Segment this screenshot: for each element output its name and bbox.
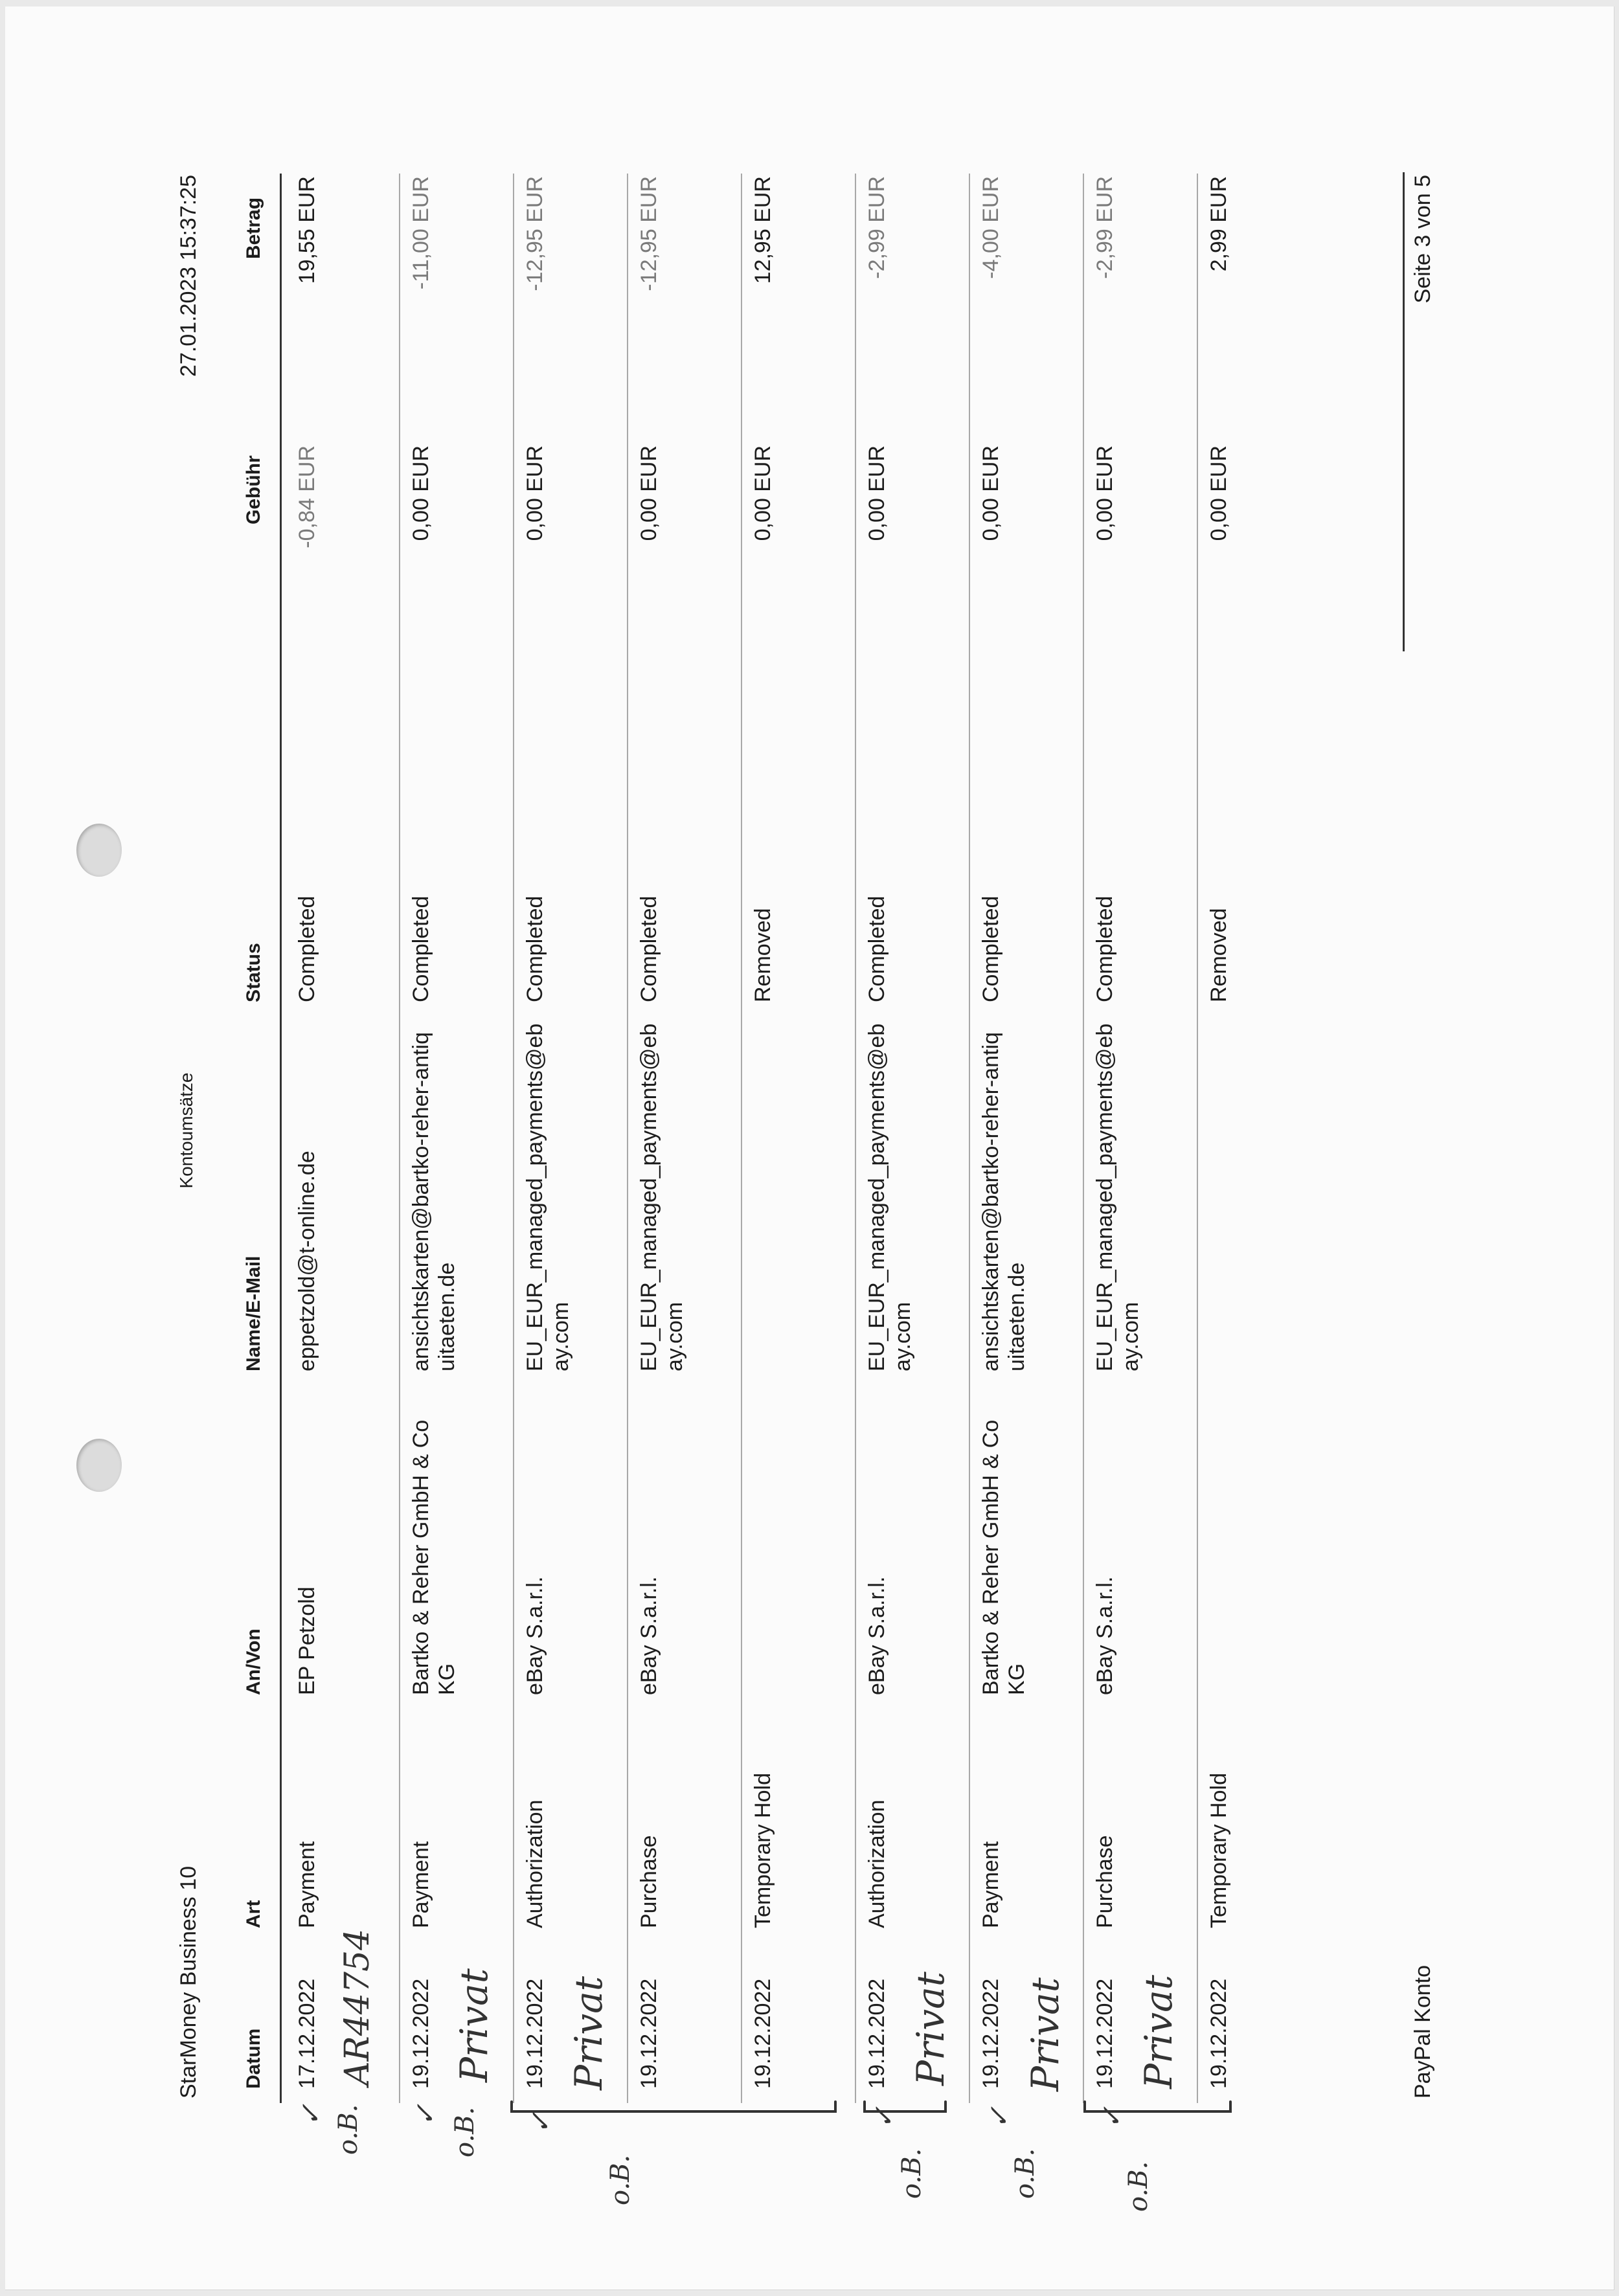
footer-page-number: Seite 3 von 5 (1410, 175, 1435, 304)
header-rule (280, 174, 282, 2103)
row-gebuehr: 0,00 EUR (523, 445, 547, 541)
row-datum: 19.12.2022 (865, 1978, 889, 2089)
bracket-group-1 (512, 2102, 835, 2111)
row-separator (627, 174, 628, 2103)
table-row (285, 174, 399, 2103)
row-separator (1083, 174, 1084, 2103)
handwritten-ob-6: o.B. (1124, 2161, 1153, 2212)
row-an-von: eBay S.a.r.l. (523, 1576, 547, 1695)
row-name-email: EU_EUR_managed_payments@ebay.com (1093, 1023, 1143, 1371)
row-separator (855, 174, 856, 2103)
handwritten-privat-4: Privat (1023, 1977, 1067, 2091)
handwritten-ob-3: o.B. (606, 2154, 635, 2205)
app-name: StarMoney Business 10 (176, 1865, 201, 2099)
row-separator (1197, 174, 1198, 2103)
row-status: Completed (865, 895, 889, 1002)
handwritten-privat-1: Privat (452, 1968, 496, 2082)
handwritten-ob-2: o.B. (450, 2106, 480, 2157)
row-art: Payment (979, 1841, 1003, 1928)
row-name-email: ansichtskarten@bartko-reher-antiquitaeten.de (979, 1032, 1029, 1371)
row-status: Completed (979, 895, 1003, 1002)
row-separator (513, 174, 514, 2103)
col-head-name-email: Name/E-Mail (243, 1255, 264, 1371)
row-art: Purchase (637, 1835, 661, 1928)
table-row (399, 174, 513, 2103)
row-art: Payment (295, 1841, 319, 1928)
row-betrag: -2,99 EUR (1093, 176, 1117, 279)
check-mark-1: ✓ (295, 2103, 326, 2126)
row-art: Purchase (1093, 1835, 1117, 1928)
row-status: Completed (409, 895, 433, 1002)
row-datum: 19.12.2022 (523, 1978, 547, 2089)
row-datum: 19.12.2022 (979, 1978, 1003, 2089)
row-betrag: 12,95 EUR (751, 176, 775, 284)
row-gebuehr: 0,00 EUR (865, 445, 889, 541)
row-betrag: -12,95 EUR (637, 176, 661, 291)
check-mark-2: ✓ (409, 2103, 441, 2126)
row-datum: 19.12.2022 (637, 1978, 661, 2089)
handwritten-ob-1: o.B. (334, 2104, 363, 2155)
row-datum: 19.12.2022 (751, 1978, 775, 2089)
row-an-von: Bartko & Reher GmbH & Co KG (409, 1419, 459, 1695)
table-row (1197, 174, 1311, 2103)
row-an-von: eBay S.a.r.l. (865, 1576, 889, 1695)
col-head-status: Status (243, 943, 264, 1002)
row-an-von: eBay S.a.r.l. (1093, 1576, 1117, 1695)
row-an-von: eBay S.a.r.l. (637, 1576, 661, 1695)
row-art: Authorization (523, 1799, 547, 1928)
row-gebuehr: 0,00 EUR (1206, 445, 1231, 541)
row-name-email: eppetzold@t-online.de (295, 1151, 319, 1371)
row-status: Completed (1093, 895, 1117, 1002)
row-betrag: 19,55 EUR (295, 176, 319, 284)
handwritten-reference: AR44754 (338, 1928, 377, 2086)
row-separator (969, 174, 970, 2103)
row-separator (399, 174, 400, 2103)
col-head-betrag: Betrag (243, 197, 264, 259)
report-timestamp: 27.01.2023 15:37:25 (176, 175, 201, 377)
check-mark-4: ✓ (868, 2106, 900, 2129)
handwritten-privat-3: Privat (909, 1972, 953, 2086)
row-datum: 19.12.2022 (409, 1978, 433, 2089)
row-gebuehr: 0,00 EUR (409, 445, 433, 541)
handwritten-privat-2: Privat (567, 1976, 611, 2090)
table-row (1083, 174, 1197, 2103)
row-gebuehr: 0,00 EUR (637, 445, 661, 541)
col-head-an-von: An/Von (243, 1628, 264, 1695)
report-title: Kontoumsätze (176, 1072, 196, 1189)
table-row (513, 174, 627, 2103)
row-status: Completed (295, 895, 319, 1002)
row-datum: 17.12.2022 (295, 1978, 319, 2089)
row-gebuehr: 0,00 EUR (751, 445, 775, 541)
row-datum: 19.12.2022 (1206, 1978, 1231, 2089)
row-betrag: 2,99 EUR (1206, 176, 1231, 272)
check-mark-6: ✓ (1096, 2106, 1127, 2129)
row-art: Temporary Hold (1206, 1773, 1231, 1928)
footer-account: PayPal Konto (1410, 1964, 1435, 2099)
handwritten-ob-5: o.B. (1010, 2148, 1040, 2199)
row-status: Removed (751, 908, 775, 1002)
row-name-email: EU_EUR_managed_payments@ebay.com (637, 1023, 687, 1371)
table-row (627, 174, 741, 2103)
col-head-gebuehr: Gebühr (243, 455, 264, 524)
row-separator (741, 174, 742, 2103)
row-status: Completed (637, 895, 661, 1002)
row-status: Completed (523, 895, 547, 1002)
col-head-datum: Datum (243, 2028, 264, 2089)
row-betrag: -11,00 EUR (409, 176, 433, 290)
handwritten-ob-4: o.B. (897, 2148, 927, 2199)
row-gebuehr: 0,00 EUR (979, 445, 1003, 541)
table-row (741, 174, 855, 2103)
row-name-email: EU_EUR_managed_payments@ebay.com (865, 1023, 915, 1371)
table-row (969, 174, 1083, 2103)
row-betrag: -2,99 EUR (865, 176, 889, 279)
row-name-email: ansichtskarten@bartko-reher-antiquitaeten.de (409, 1032, 459, 1371)
row-an-von: Bartko & Reher GmbH & Co KG (979, 1419, 1029, 1695)
handwritten-privat-5: Privat (1137, 1975, 1181, 2089)
table-row (855, 174, 969, 2103)
row-betrag: -4,00 EUR (979, 176, 1003, 279)
row-status: Removed (1206, 908, 1231, 1002)
row-datum: 19.12.2022 (1093, 1978, 1117, 2089)
row-art: Payment (409, 1841, 433, 1928)
row-name-email: EU_EUR_managed_payments@ebay.com (523, 1023, 573, 1371)
footer-rule (1403, 172, 1405, 651)
check-mark-3: ✓ (525, 2111, 556, 2134)
row-art: Temporary Hold (751, 1773, 775, 1928)
row-art: Authorization (865, 1799, 889, 1928)
col-head-art: Art (243, 1900, 264, 1928)
row-an-von: EP Petzold (295, 1586, 319, 1695)
row-gebuehr: 0,00 EUR (1093, 445, 1117, 541)
check-mark-5: ✓ (983, 2106, 1015, 2129)
row-gebuehr: -0,84 EUR (295, 445, 319, 548)
row-betrag: -12,95 EUR (523, 176, 547, 291)
